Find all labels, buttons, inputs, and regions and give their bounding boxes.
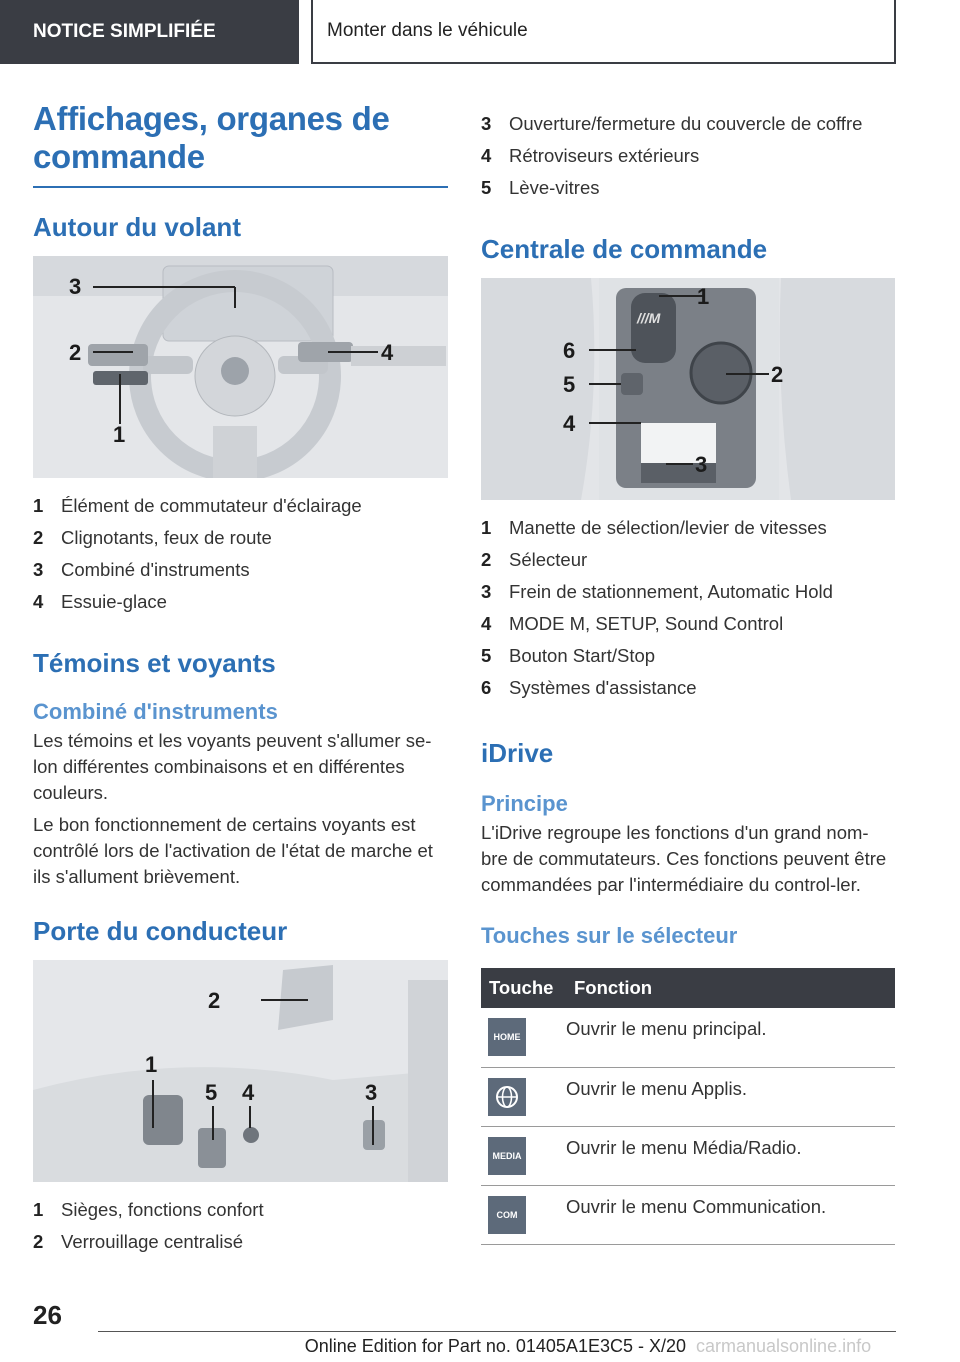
- apps-globe-key-icon: [488, 1078, 526, 1116]
- heading-console: Centrale de commande: [481, 234, 768, 264]
- list-item: 1 Sièges, fonctions confort: [33, 1199, 264, 1220]
- left-column: [33, 100, 448, 1258]
- subheading-principle: Principe: [481, 791, 568, 816]
- paragraph: L'iDrive regroupe les fonctions d'un grand nom-bre de commutateurs. Ces fonctions peuvent être commandées par l'intermédiaire du control-ler.: [481, 822, 887, 895]
- list-item: 2 Sélecteur: [481, 549, 588, 570]
- list-item: 5 Bouton Start/Stop: [481, 645, 656, 666]
- heading-steering: Autour du volant: [33, 212, 241, 242]
- center-console-illustration: [481, 278, 895, 500]
- heading-idrive: iDrive: [481, 738, 554, 768]
- table-cell: Ouvrir le menu Applis.: [566, 1067, 895, 1126]
- heading-indicators: Témoins et voyants: [33, 648, 276, 678]
- driver-door-figure: [33, 960, 448, 1182]
- keys-table: [481, 968, 895, 1245]
- page-number: 26: [33, 1300, 62, 1330]
- callout-2: 2: [208, 988, 221, 1013]
- column-header-key: Touche: [481, 968, 566, 1008]
- footer-rule: [98, 1331, 896, 1332]
- callout-5: 5: [563, 372, 576, 397]
- list-item: 1 Manette de sélection/levier de vitesses: [481, 517, 827, 538]
- callout-4: 4: [381, 340, 394, 365]
- home-key-icon: HOME: [488, 1018, 526, 1056]
- paragraph: Le bon fonctionnement de certains voyants est contrôlé lors de l'activation de l'état de marche et ils s'allument brièvement.: [33, 814, 433, 887]
- right-column: [481, 108, 895, 1245]
- title-rule: [33, 186, 448, 188]
- section-tab: NOTICE SIMPLIFIÉE: [0, 0, 299, 64]
- watermark: carmanualsonline.info: [696, 1336, 872, 1356]
- table-cell: Ouvrir le menu Communication.: [566, 1185, 895, 1244]
- door-legend: [33, 1194, 448, 1258]
- callout-1: 1: [697, 284, 710, 309]
- center-console-figure: [481, 278, 895, 500]
- table-cell: Ouvrir le menu Média/Radio.: [566, 1126, 895, 1185]
- list-item: 4 Rétroviseurs extérieurs: [481, 145, 700, 166]
- steering-legend: [33, 490, 448, 618]
- callout-4: 4: [242, 1080, 255, 1105]
- chapter-tab: Monter dans le véhicule: [311, 0, 896, 64]
- paragraph: Les témoins et les voyants peuvent s'allumer se-lon différentes combinaisons et en différentes couleurs.: [33, 730, 432, 803]
- heading-door: Porte du conducteur: [33, 916, 288, 946]
- list-item: 3 Combiné d'instruments: [33, 559, 250, 580]
- list-item: 2 Verrouillage centralisé: [33, 1231, 244, 1252]
- callout-4: 4: [563, 411, 576, 436]
- com-key-icon: COM: [488, 1196, 526, 1234]
- door-legend-continued: [481, 108, 895, 204]
- page-title: Affichages, organes de commande: [33, 100, 390, 175]
- table-row: [481, 1008, 895, 1067]
- callout-1: 1: [145, 1052, 158, 1077]
- callout-1: 1: [113, 422, 126, 447]
- callout-5: 5: [205, 1080, 218, 1105]
- subheading-keys: Touches sur le sélecteur: [481, 923, 738, 948]
- callout-3: 3: [69, 274, 82, 299]
- callout-3: 3: [365, 1080, 378, 1105]
- list-item: 3 Frein de stationnement, Automatic Hold: [481, 581, 833, 602]
- media-key-icon: MEDIA: [488, 1137, 526, 1175]
- edition-note: Online Edition for Part no. 01405A1E3C5 - X/20: [304, 1336, 686, 1356]
- list-item: 1 Élément de commutateur d'éclairage: [33, 495, 362, 516]
- table-row: [481, 1126, 895, 1185]
- table-cell: Ouvrir le menu principal.: [566, 1008, 895, 1067]
- list-item: 2 Clignotants, feux de route: [33, 527, 272, 548]
- list-item: 4 MODE M, SETUP, Sound Control: [481, 613, 784, 634]
- callout-2: 2: [771, 362, 784, 387]
- callout-6: 6: [563, 338, 576, 363]
- column-header-function: Fonction: [566, 968, 895, 1008]
- list-item: 5 Lève-vitres: [481, 177, 600, 198]
- steering-wheel-figure: [33, 256, 448, 478]
- driver-door-illustration: [33, 960, 448, 1182]
- table-row: [481, 1185, 895, 1244]
- console-legend: [481, 512, 895, 704]
- callout-3: 3: [695, 452, 708, 477]
- list-item: 4 Essuie-glace: [33, 591, 167, 612]
- list-item: 6 Systèmes d'assistance: [481, 677, 697, 698]
- table-row: [481, 1067, 895, 1126]
- steering-wheel-illustration: [33, 256, 448, 478]
- table-header-row: [481, 968, 895, 1008]
- svg-text:///M: ///M: [637, 310, 661, 326]
- callout-2: 2: [69, 340, 82, 365]
- list-item: 3 Ouverture/fermeture du couvercle de coffre: [481, 113, 863, 134]
- subheading-instruments: Combiné d'instruments: [33, 699, 278, 724]
